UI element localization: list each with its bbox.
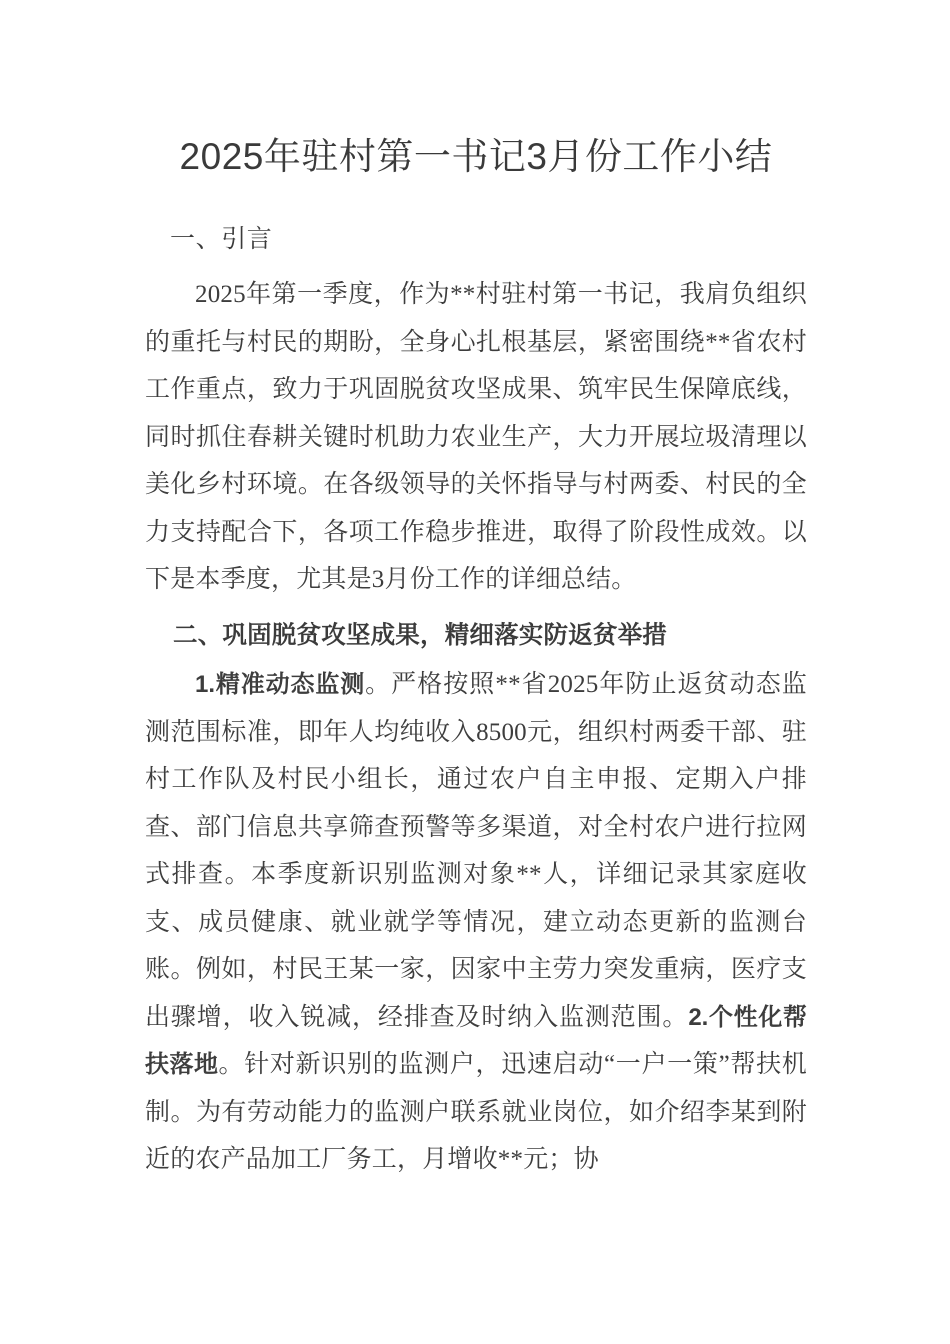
text-run-0: 1. [195, 671, 216, 698]
paragraph-section-two [145, 661, 807, 1184]
text-run-3: 2. [688, 1003, 709, 1031]
paragraph-introduction: 2025年第一季度，作为**村驻村第一书记，我肩负组织的重托与村民的期盼，全身心扎根基层，紧密围绕**省农村工作重点，致力于巩固脱贫攻坚成果、筑牢民生保障底线，同时抓住春耕关键时机助力农业生产，大力开展垃圾清理以美化乡村环境。在各级领导的关怀指导与村两委、村民的全力支持配合下，各项工作稳步推进，取得了阶段性成效。以下是本季度，尤其是3月份工作的详细总结。 [145, 281, 807, 593]
section-introduction-body [145, 271, 807, 604]
heading-introduction: 一、引言 [170, 225, 273, 253]
section-two-body [145, 661, 807, 1184]
text-run-5: 。针对新识别的监测户，迅速启动“一户一策”帮扶机制。为有劳动能力的监测户联系就业岗位，如介绍李某到附近的农产品加工厂务工，月增收**元；协 [145, 1051, 807, 1173]
page-title: 2025年驻村第一书记3月份工作小结 [179, 136, 773, 177]
text-run-4: 个性化帮扶落地 [145, 1003, 808, 1078]
text-run-2: 。严格按照**省2025年防止返贫动态监测范围标准，即年人均纯收入8500元，组织村两委干部、驻村工作队及村民小组长，通过农户自主申报、定期入户排查、部门信息共享筛查预警等多渠道，对全村农户进行拉网式排查。本季度新识别监测对象**人，详细记录其家庭收支、成员健康、就业就学等情况，建立动态更新的监测台账。例如，村民王某一家，因家中主劳力突发重病，医疗支出骤增，收入锐减，经排查及时纳入监测范围。 [145, 671, 807, 1031]
section-introduction-header [145, 216, 807, 263]
text-run-1: 精准动态监测 [215, 671, 366, 698]
section-two-header [145, 612, 807, 659]
heading-section-two: 二、巩固脱贫攻坚成果，精细落实防返贫举措 [173, 622, 667, 649]
